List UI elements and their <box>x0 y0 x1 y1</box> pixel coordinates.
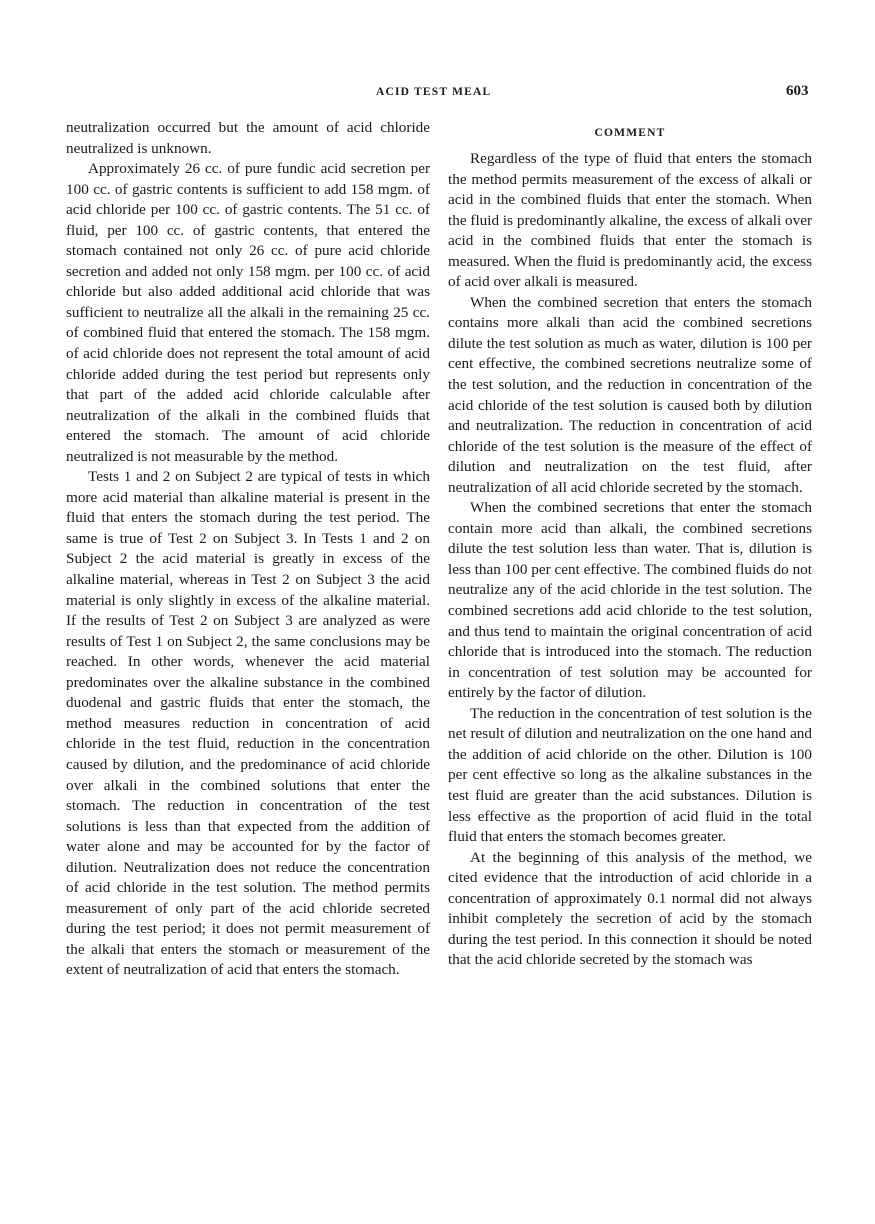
paragraph: Tests 1 and 2 on Subject 2 are typical of tests in which more acid material than alkaline material is present in the fluid that enters the stomach during the test period. The same is true of Test 2 on Subject 3. In Tests 1 and 2 on Subject 2 the acid material is greatly in excess of the alkaline material, whereas in Test 2 on Subject 3 the acid material is only slightly in excess of the alkaline material. If the results of Test 2 on Subject 3 are analyzed as were results of Test 1 on Subject 2, the same conclusions may be reached. In other words, whenever the acid material predominates over the alkaline substance in the combined duodenal and gastric fluids that enter the stomach, the method measures reduction in concentration of acid chloride in the test fluid, reduction in the concentration caused by dilution, and the predominance of acid chloride over alkali in the combined solutions that enter the stomach. The reduction in concentration of the test solutions is less than that expected from the addition of water alone and may be accounted for by the factor of dilution. Neutralization does not reduce the concentration of acid chloride in the test solution. The method permits measurement of only part of the acid chloride secreted during the test period; it does not permit measurement of the alkali that enters the stomach or measurement of the extent of neutralization of acid that enters the stomach. <box>66 468 430 979</box>
paragraph: At the beginning of this analysis of the method, we cited evidence that the introduction of acid chloride in a concentration of approximately 0.1 normal did not always inhibit completely the secretion of acid by the stomach during the test period. In this connection it should be noted that the acid chloride secreted by the stomach was <box>448 848 812 969</box>
running-head <box>0 83 875 106</box>
paragraph: Approximately 26 cc. of pure fundic acid secretion per 100 cc. of gastric contents is sufficient to add 158 mgm. of acid chloride per 100 cc. of gastric contents. The 51 cc. of fluid, per 100 cc. of gastric contents, that entered the stomach contained not only 26 cc. of pure acid chloride secretion and added not only 158 mgm. per 100 cc. of acid chloride but also added additional acid chloride that was sufficient to neutralize all the alkali in the remaining 25 cc. of combined fluid that entered the stomach. The 158 mgm. of acid chloride does not represent the total amount of acid chloride added during the test period but represents only that part of the added acid chloride calculable after neutralization of the alkali in the combined fluids that entered the stomach. The amount of acid chloride neutralized is not measurable by the method. <box>66 160 430 465</box>
paragraph: The reduction in the concentration of test solution is the net result of dilution and neutralization on the one hand and the addition of acid chloride on the other. Dilution is 100 per cent effective so long as the alkaline substances in the test fluid are greater than the acid substances. Dilution is less effective as the proportion of acid fluid in the total fluid that enters the stomach becomes greater. <box>448 704 812 846</box>
left-column <box>66 118 430 981</box>
section-heading: COMMENT <box>594 127 666 139</box>
paragraph: Regardless of the type of fluid that enters the stomach the method permits measurement of the excess of alkali or acid in the combined fluids that enter the stomach. When the fluid is predominantly alkaline, the excess of alkali over acid in the combined fluids that enter the stomach is measured. When the fluid is predominantly acid, the excess of acid over alkali is measured. <box>448 150 812 291</box>
running-title: ACID TEST MEAL <box>376 86 492 98</box>
page-number: 603 <box>786 83 809 99</box>
right-column <box>448 118 812 971</box>
paragraph: neutralization occurred but the amount of acid chloride neutralized is unknown. <box>66 119 430 157</box>
paragraph: When the combined secretion that enters the stomach contains more alkali than acid the combined secretions dilute the test solution as much as water, dilution is 100 per cent effective, the combined secretions neutralize some of the test solution, and the reduction in concentration of the acid chloride of the test solution is caused both by dilution and neutralization. The reduction in concentration of acid chloride of the test solution is the measure of the effect of dilution and neutralization on the test fluid, after neutralization of all acid chloride secreted by the stomach. <box>448 293 812 496</box>
paragraph: When the combined secretions that enter the stomach contain more acid than alkali, the combined secretions dilute the test solution less than water. That is, dilution is less than 100 per cent effective. The combined fluids do not neutralize any of the acid chloride in the test solution. The combined secretions add acid chloride to the test solution, and thus tend to maintain the original concentration of acid chloride that is introduced into the stomach. The reduction in concentration of test solution may be accounted for entirely by the factor of dilution. <box>448 499 812 702</box>
